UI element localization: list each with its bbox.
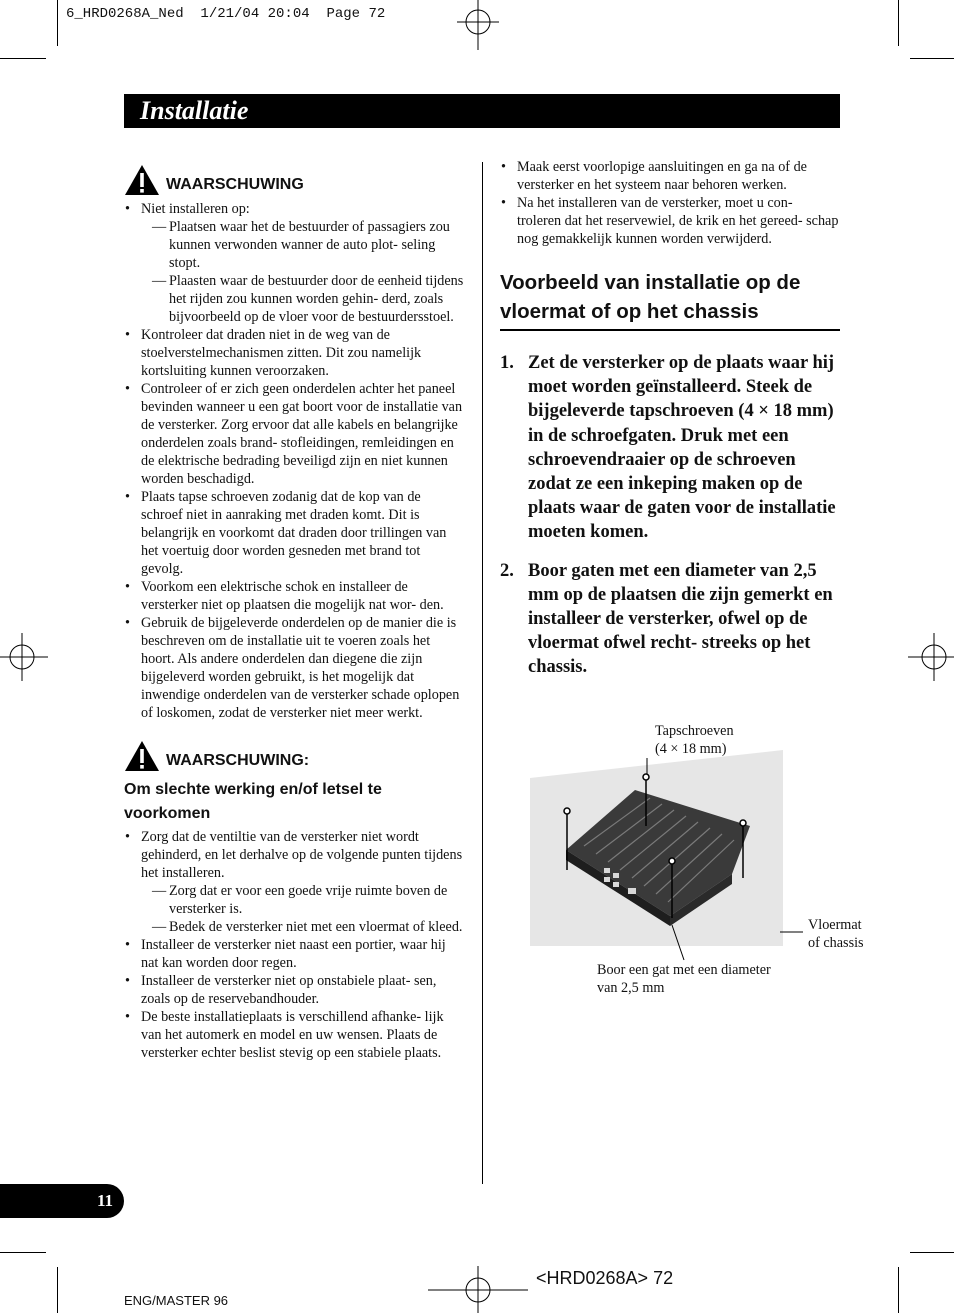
list-item: • Kontroleer dat draden niet in de weg van de stoelverstelmechanismen zitten. Dit zou namelijk kortsluiting kunnen veroorzaken. bbox=[124, 326, 466, 380]
installation-figure bbox=[500, 718, 880, 1003]
sub-list-item: — Plaatsen waar het de bestuurder of passagiers zou kunnen verwonden wanner de auto plot- seling stopt. bbox=[141, 218, 466, 272]
sub-list-item: — Plaasten waar de bestuurder door de eenheid tijdens het rijden zou kunnen worden gehin- derd, zoals bijvoorbeeld op de vloer voor de bestuurdersstoel. bbox=[141, 272, 466, 326]
title-bar bbox=[124, 94, 840, 128]
list-item: • Na het installeren van de versterker, moet u con- troleren dat het reservewiel, de krik en het gereed- schap nog gemakkelijk kunnen worden verwijderd. bbox=[500, 194, 840, 248]
page-title: Installatie bbox=[140, 96, 249, 125]
list-item-text: Niet installeren op: bbox=[141, 201, 250, 217]
step-text: Zet de versterker op de plaats waar hij moet worden geïnstalleerd. Steek de bijgeleverde tapschroeven (4 × 18 mm) in de schroefgaten. Druk met een schroevendraaier op de schroeven zodat ze een inkeping maken op de plaats waar de gaten voor de installatie moeten komen. bbox=[528, 353, 836, 543]
left-column bbox=[124, 164, 466, 1062]
warning-block-2 bbox=[124, 740, 466, 1062]
warning-title-2: WAARSCHUWING: bbox=[166, 752, 310, 769]
list-item: • Voorkom een elektrische schok en installeer de versterker niet op plaatsen die mogelijk nat wor- den. bbox=[124, 578, 466, 614]
page-number-tab bbox=[0, 1184, 124, 1218]
registration-mark-top bbox=[457, 0, 499, 50]
sub-list-item: — Bedek de versterker niet met een vloermat of kleed. bbox=[141, 918, 466, 936]
label-screws-line1: Tapschroeven bbox=[655, 723, 734, 739]
step-item bbox=[500, 351, 840, 545]
sub-list bbox=[141, 218, 466, 326]
amplifier-illustration bbox=[500, 718, 880, 963]
sub-list bbox=[141, 882, 466, 936]
section-heading: Voorbeeld van installatie op de vloermat of op het chassis bbox=[500, 268, 840, 331]
registration-mark-bottom bbox=[428, 1262, 528, 1313]
list-item: • Controleer of er zich geen onderdelen achter het paneel bevinden wanneer u een gat boort voor de installatie van de versterker. Zorg ervoor dat alle kabels en belangrijke onderdelen zoals brand- stofleidingen, remleidingen en de elektrische bedrading beveiligd zijn en niet kunnen worden beschadigd. bbox=[124, 380, 466, 488]
step-item bbox=[500, 559, 840, 680]
list-item: • Plaats tapse schroeven zodanig dat de kop van de schroef niet in aanraking met draden komt. Dit is belangrijk en voorkomt dat draden door trillingen van het voertuig door worden gesneden met brand tot gevolg. bbox=[124, 488, 466, 578]
warning-triangle-icon bbox=[124, 740, 160, 772]
print-slug: 6_HRD0268A_Ned 1/21/04 20:04 Page 72 bbox=[66, 6, 386, 22]
warning-title-1: WAARSCHUWING bbox=[166, 176, 304, 193]
sub-list-item: — Zorg dat er voor een goede vrije ruimte boven de versterker is. bbox=[141, 882, 466, 918]
warning-subtitle: Om slechte werking en/of letsel te voorkomen bbox=[124, 781, 382, 822]
label-hole-line1: Boor een gat met een diameter bbox=[597, 962, 771, 978]
label-floor-line2: of chassis bbox=[808, 935, 864, 951]
label-floor-line1: Vloermat bbox=[808, 917, 862, 933]
page-number: 11 bbox=[97, 1191, 114, 1210]
list-item bbox=[124, 200, 466, 326]
label-hole-line2: van 2,5 mm bbox=[597, 980, 665, 996]
list-item: • Gebruik de bijgeleverde onderdelen op de manier die is beschreven om de installatie uit te voeren zoals het hoort. Als andere onderdelen dan diegene die zijn bijgeleverd worden gebruikt, is het mogelijk dat inwendige onderdelen van de versterker schade oplopen of loskomen, zodat de versterker niet meer werkt. bbox=[124, 614, 466, 722]
right-bullet-list bbox=[500, 158, 840, 248]
warning-2-list bbox=[124, 828, 466, 1062]
warning-heading-2 bbox=[124, 740, 466, 772]
step-number: 2. bbox=[500, 560, 514, 581]
right-column bbox=[500, 158, 840, 694]
list-item-text: Zorg dat de ventiltie van de versterker niet wordt gehinderd, en let derhalve op de volgende punten tijdens het installeren. bbox=[141, 829, 463, 881]
warning-1-list bbox=[124, 200, 466, 722]
warning-block-1 bbox=[124, 164, 466, 722]
registration-mark-left bbox=[0, 633, 48, 681]
step-number: 1. bbox=[500, 353, 514, 373]
list-item: • Installeer de versterker niet op onstabiele plaat- sen, zoals op de reservebandhouder. bbox=[124, 972, 466, 1008]
list-item: • Maak eerst voorlopige aansluitingen en ga na of de versterker en het systeem naar behoren werken. bbox=[500, 158, 840, 194]
warning-triangle-icon bbox=[124, 164, 160, 196]
list-item bbox=[124, 828, 466, 936]
footer-right: <HRD0268A> 72 bbox=[536, 1268, 674, 1288]
list-item: • De beste installatieplaats is verschillend afhanke- lijk van het automerk en model en uw wensen. Plaats de versterker echter beslist stevig op een stabiele plaats. bbox=[124, 1008, 466, 1062]
list-item: • Installeer de versterker niet naast een portier, waar hij nat kan worden door regen. bbox=[124, 936, 466, 972]
footer-left: ENG/MASTER 96 bbox=[124, 1293, 229, 1308]
step-text: Boor gaten met een diameter van 2,5 mm op de plaatsen die zijn gemerkt en installeer de versterker, ofwel op de vloermat ofwel recht- streeks op het chassis. bbox=[528, 560, 833, 678]
step-list bbox=[500, 351, 840, 680]
label-screws-line2: (4 × 18 mm) bbox=[655, 741, 727, 757]
registration-mark-right bbox=[908, 633, 954, 681]
column-divider bbox=[482, 162, 483, 1184]
warning-heading-1 bbox=[124, 164, 466, 196]
